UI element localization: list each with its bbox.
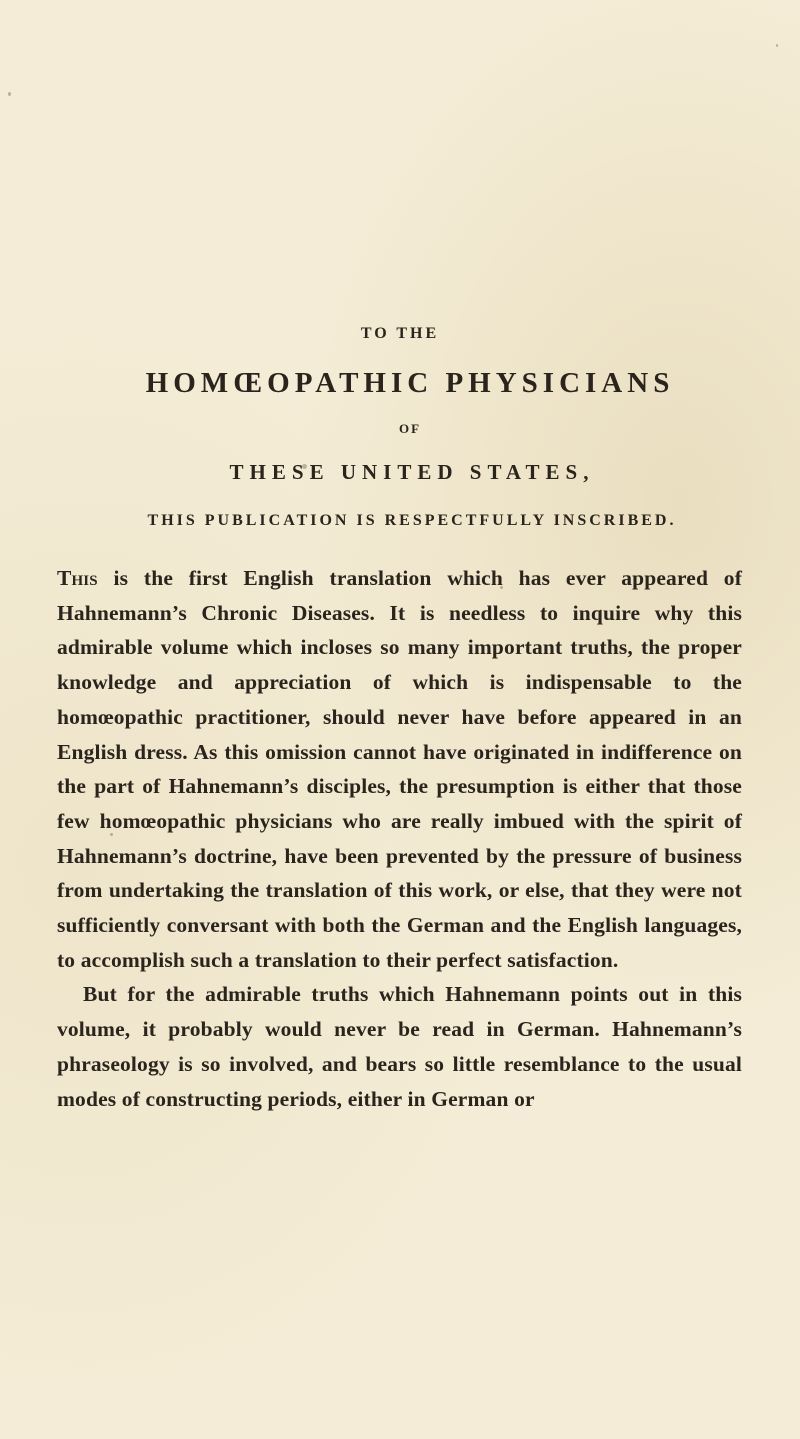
- preface-text: [57, 561, 742, 1116]
- paragraph-1-lead-word: This: [57, 566, 98, 590]
- paragraph-1-text: is the first English translation which has ever appeared of Hahnemann’s Chronic Diseases. It is needless to inquire why this admirable volume which incloses so many important truths, the proper knowledge and appreciation of which is indispensable to the homœopathic practitioner, should never have before appeared in an English dress. As this omission cannot have originated in indifference on the part of Hahnemann’s disciples, the presumption is either that those few homœopathic physicians who are really imbued with the spirit of Hahnemann’s doctrine, have been prevented by the pressure of business from undertaking the translation of this work, or else, that they were not sufficiently conversant with both the German and the English languages, to accomplish such a translation to their perfect satisfaction.: [57, 566, 742, 972]
- dedication-homoeopathic-physicians: HOMŒOPATHIC PHYSICIANS: [145, 367, 675, 399]
- dedication-inscribed-line: THIS PUBLICATION IS RESPECTFULLY INSCRIBED.: [147, 512, 677, 529]
- dedication-united-states: THESE UNITED STATES,: [229, 460, 595, 484]
- dedication-to-the: TO THE: [360, 325, 440, 342]
- paper-speck: [8, 92, 11, 96]
- paragraph-1: [57, 561, 742, 977]
- paper-speck: [776, 44, 778, 47]
- dedication-of: OF: [398, 421, 422, 436]
- paragraph-2: But for the admirable truths which Hahnemann points out in this volume, it probably would never be read in German. Hahnemann’s phraseology is so involved, and bears so little resemblance to the usual modes of constructing periods, either in German or: [57, 982, 742, 1111]
